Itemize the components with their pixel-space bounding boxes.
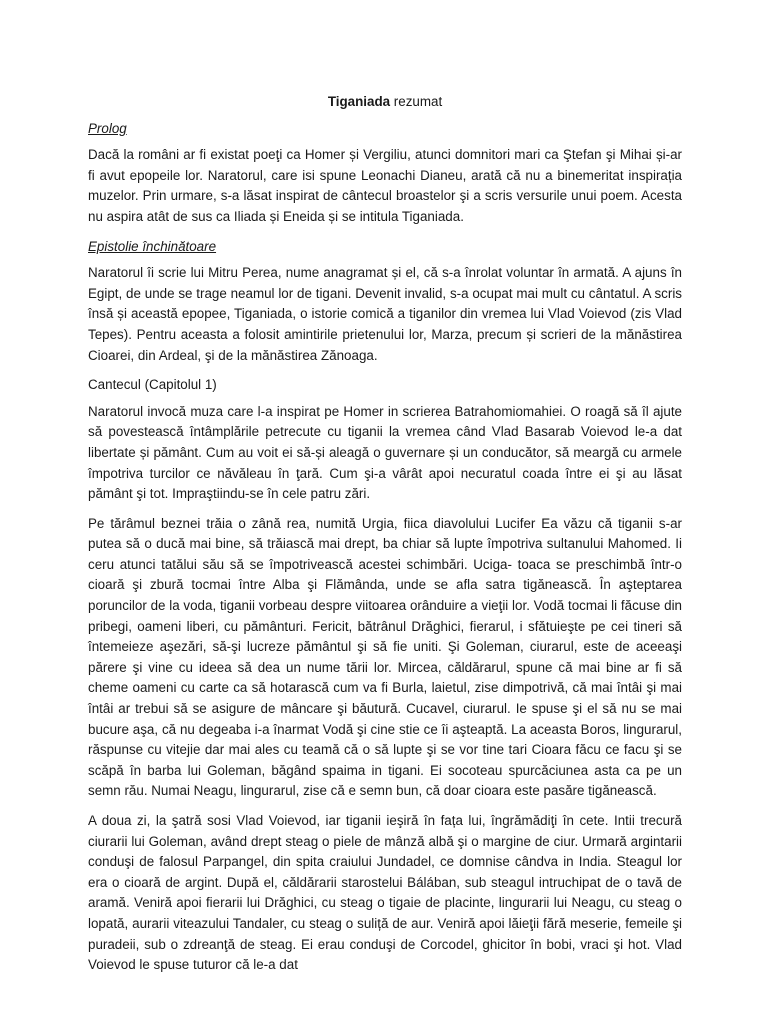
section-heading-prolog: Prolog — [88, 120, 127, 136]
paragraph: Naratorul invocă muza care l-a inspirat pe Homer in scrierea Batrahomiomahiei. O roagă să îl ajute să povestească întâmplările petrecute cu tiganii la vremea când Vlad Basarab Voievod le-a dat libertate și pământ. Cum au voit ei să-și aleagă o guvernare și un conducător, să meargă cu armele împotriva turcilor ce năvăleau în ţară. Cum şi-a vârât apoi necuratul coada între ei şi au lăsat pământ şi tot. Impraştiindu-se în cele patru zări. — [88, 403, 682, 502]
paragraph: Dacă la români ar fi existat poeţi ca Homer și Vergiliu, atunci domnitori mari ca Ştefan şi Mihai și-ar fi avut epopeile lor. Naratorul, care isi spune Leonachi Dianeu, arată că nu a binemeritat inspirația muzelor. Prin urmare, s-a lăsat inspirat de cântecul broastelor şi a scris versurile unui poem. Acesta nu aspira atât de sus ca Iliada și Eneida și se intitula Tiganiada. — [88, 147, 682, 224]
section-heading-cantecul: Cantecul (Capitolul 1) — [88, 377, 217, 393]
document-title — [88, 92, 682, 113]
document-page — [88, 92, 682, 985]
paragraph: A doua zi, la şatră sosi Vlad Voievod, iar tiganii ieşiră în fața lui, îngrămădiţi în cete. Intii trecură ciurarii lui Goleman, având drept steag o piele de mânză albă şi o margine de ciur. Urmară argintarii conduşi de falosul Parpangel, din spita craiului Jundadel, ce domnise cândva in India. Steagul lor era o cioară de argint. După el, căldărarii starostelui Bálában, sub steagul intruchipat de o tavă de aramă. Veniră apoi fierarii lui Drăghici, cu steag o tigaie de placinte, lingurarii lui Neagu, cu steag o lopată, aurarii viteazului Tandaler, cu steag o suliță de aur. Veniră apoi lăieţii fără meserie, femeile şi puradeii, sub o zdreanţă de steag. Ei erau conduşi de Corcodel, ghicitor în bobi, vraci şi hot. Vlad Voievod le spuse tuturor că le-a dat — [88, 813, 682, 973]
title-bold: Tiganiada — [327, 94, 391, 109]
section-heading-epistolie: Epistolie închinătoare — [88, 238, 217, 254]
paragraph: Naratorul îi scrie lui Mitru Perea, nume anagramat și el, că s-a înrolat voluntar în armată. A ajuns în Egipt, de unde se trage neamul lor de tigani. Devenit invalid, s-a ocupat mai mult cu cântatul. A scris însă și această epopee, Tiganiada, o istorie comică a tiganilor din vremea lui Vlad Voievod (zis Vlad Tepes). Pentru aceasta a folosit amintirile prietenului lor, Marza, precum și scrieri de la mănăstirea Cioarei, din Ardeal, şi de la mănăstirea Zănoaga. — [88, 265, 682, 363]
paragraph: Pe tărâmul beznei trăia o zână rea, numită Urgia, fiica diavolului Lucifer Ea văzu că tiganii s-ar putea să o ducă mai bine, să trăiască mai drept, ba chiar să lupte împotriva sultanului Mahomed. Ii ceru atunci tatălui său să se împotrivească acestei schimbări. Uciga- toaca se preschimbă într-o cioară şi zbură tocmai între Alba şi Flămânda, unde se afla satra tigănească. În aşteptarea poruncilor de la voda, tiganii vorbeau despre viitoarea orânduire a vieţii lor. Vodă tocmai li făcuse din pribegi, oameni liberi, cu pământuri. Fericit, bătrânul Drăghici, fierarul, i sfătuieşte pe cei tineri să întemeieze aşezări, să-şi lucreze pământul şi să fie uniti. Şi Goleman, ciurarul, este de aceeaşi părere şi vine cu ideea să dea un nume tării lor. Mircea, căldărarul, spune că mai bine ar fi să cheme oameni cu carte ca să hotarască cum va fi Burla, laietul, zise dimpotrivă, că mai întâi şi mai întâi ar trebui să se asigure de mâncare şi băutură. Cucavel, ciurarul. Ie spuse şi el să nu se mai bucure aşa, că nu degeaba i-a înarmat Vodă şi cine stie ce îi aşteaptă. La aceasta Boros, lingurarul, răspunse cu vitejie dar mai ales cu teamă că o să lupte şi se vor tine tari Cioara făcu ce facu şi se scăpă în barba lui Goleman, băgând spaima in tigani. Ei socoteau spurcăciunea asta ca pe un semn rău. Numai Neagu, lingurarul, zise că e semn bun, că doar cioara este pasăre tigănească. — [88, 515, 682, 799]
title-rest: rezumat — [390, 94, 443, 109]
